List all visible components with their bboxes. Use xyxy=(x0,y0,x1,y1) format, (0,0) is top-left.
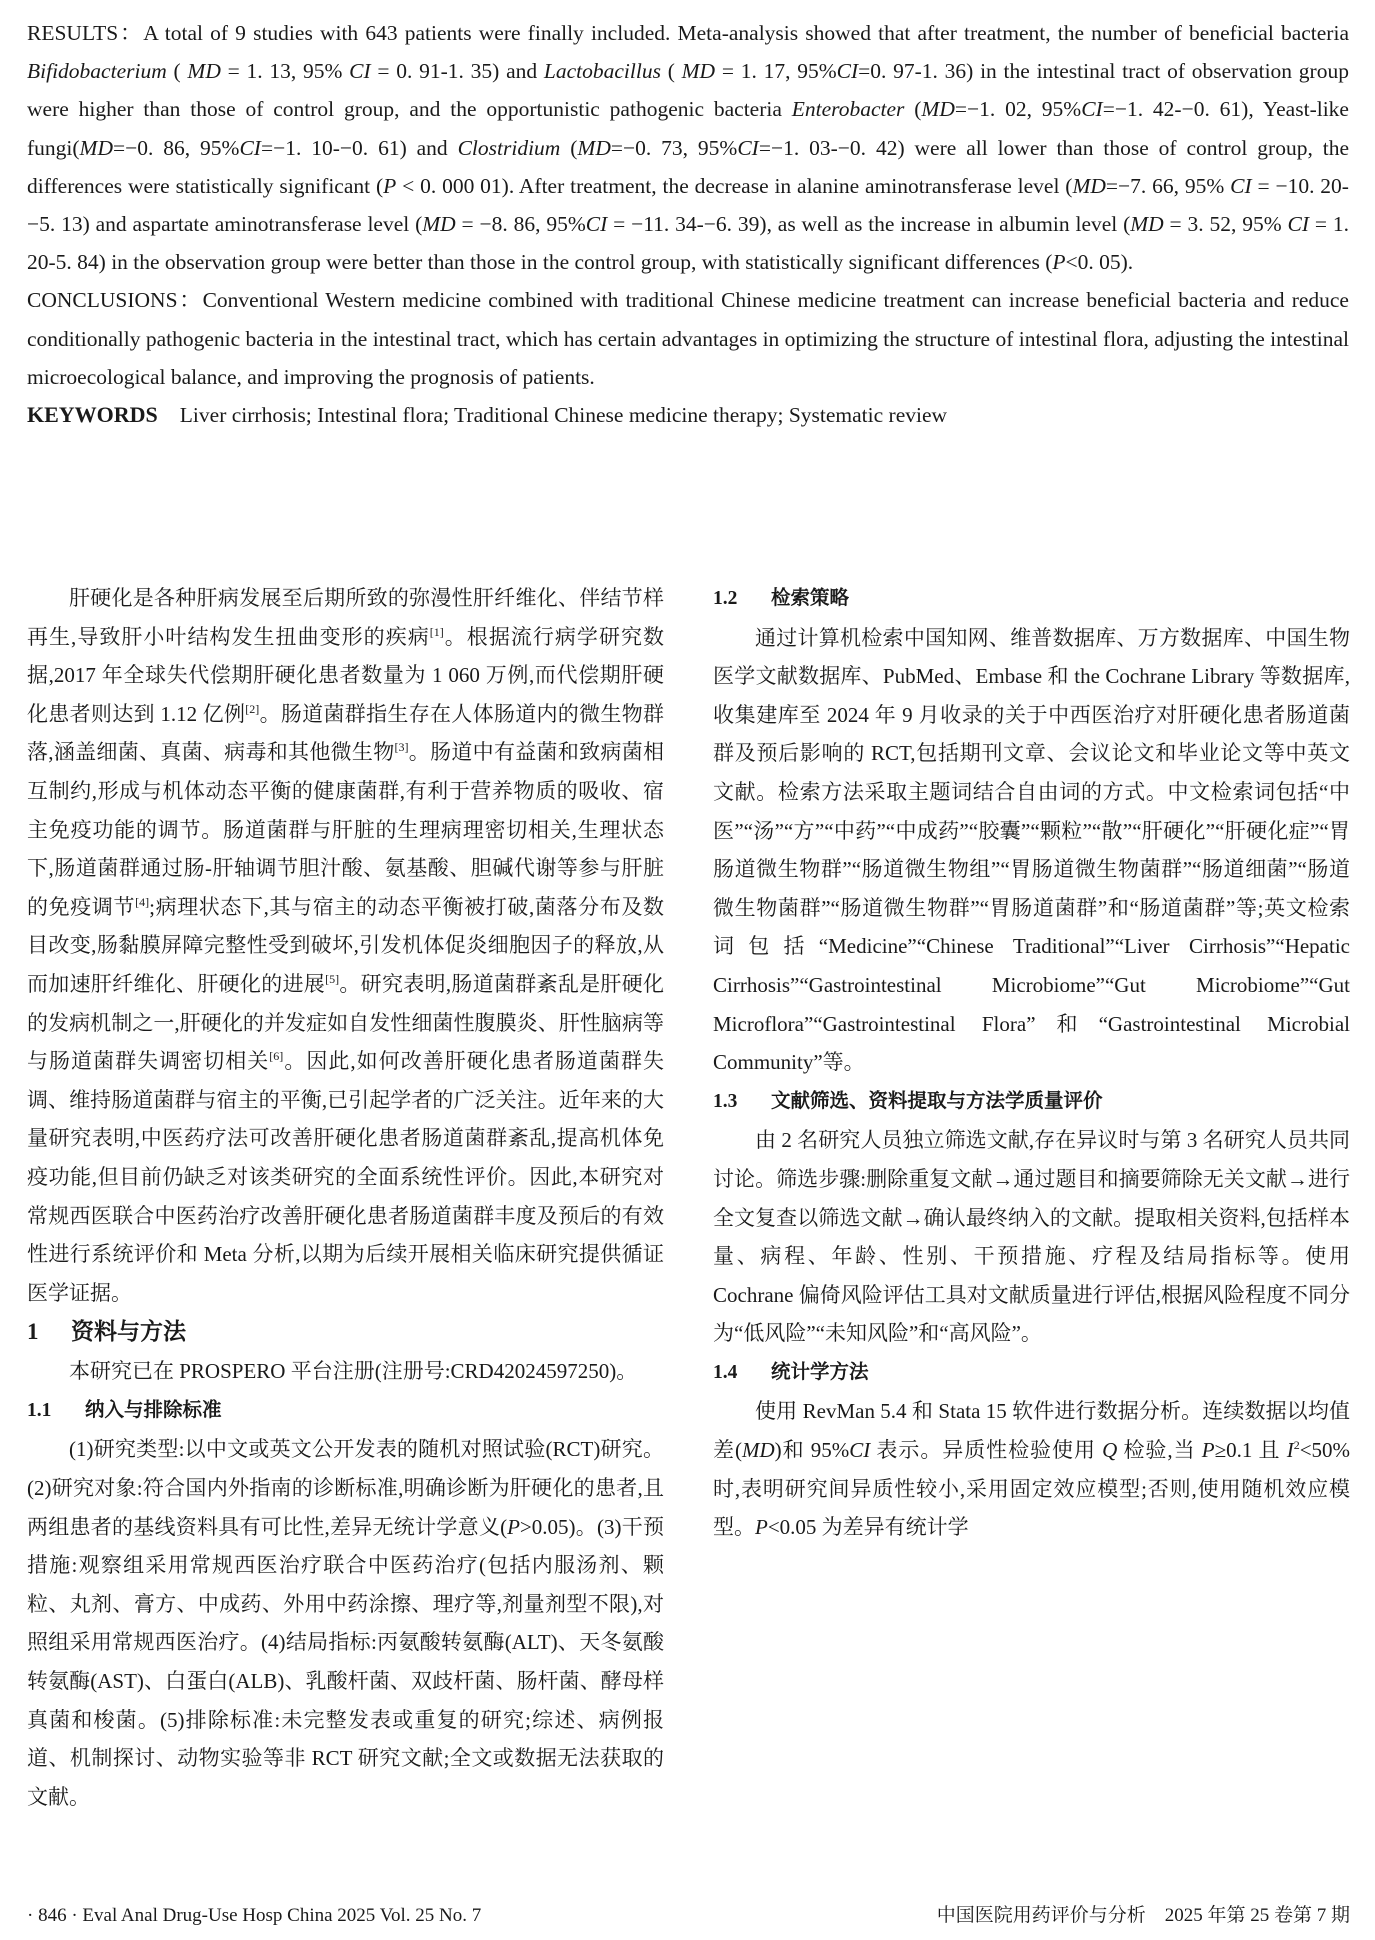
body-text: 。研究表明,肠道菌群紊乱是肝硬化的发病机制之一,肝硬化的并发症如自发性细菌性腹膜炎、肝性脑病等与肠道菌群失调密切相关 xyxy=(27,971,664,1074)
left-column xyxy=(27,579,664,1816)
citation[interactable]: [6] xyxy=(269,1049,284,1064)
abstract-conclusions xyxy=(27,281,1349,396)
conclusions-label: CONCLUSIONS： xyxy=(27,288,203,313)
results-text: = 1. 20-5. 84) in the observation group were better than those in the control group, with statistically significant differences ( xyxy=(27,212,1349,275)
results-text: A total of 9 studies with 643 patients were finally included. Meta-analysis showed that after treatment, the number of beneficial bacteria xyxy=(143,21,1349,45)
section-heading-1-1 xyxy=(27,1391,664,1431)
stat-symbol: CI xyxy=(585,212,608,237)
body-text: 。根据流行病学研究数据,2017 年全球失代偿期肝硬化患者数量为 1 060 万例,而代偿期肝硬化患者则达到 1.12 亿例 xyxy=(27,624,664,726)
stat-symbol: MD xyxy=(741,1438,775,1463)
results-text: =−0. 86, 95% xyxy=(112,135,240,160)
results-text: = 1. 17, 95% xyxy=(715,59,837,84)
keywords-text: Liver cirrhosis; Intestinal flora; Traditional Chinese medicine therapy; Systematic review xyxy=(179,403,948,428)
stat-symbol: MD xyxy=(187,59,221,84)
results-text: =−1. 03-−0. 42) were all lower than those of control group, the differences were statistically significant ( xyxy=(27,135,1349,198)
taxon: Enterobacter xyxy=(791,97,905,122)
conclusions-text: Conventional Western medicine combined with traditional Chinese medicine treatment can increase beneficial bacteria and reduce conditionally pathogenic bacteria in the intestinal tract, which has certain advantages in optimizing the structure of intestinal flora, adjusting the intestinal microecological balance, and improving the prognosis of patients. xyxy=(27,288,1349,389)
body-text: ;病理状态下,其与宿主的动态平衡被打破,菌落分布及数目改变,肠黏膜屏障完整性受到破坏,引发机体促炎细胞因子的释放,从而加速肝纤维化、肝硬化的进展 xyxy=(27,894,664,996)
body-text: >0.05)。(3)干预措施:观察组采用常规西医治疗联合中医药治疗(包括内服汤剂、颗粒、丸剂、膏方、中成药、外用中药涂擦、理疗等,剂量剂型不限),对照组采用常规西医治疗。(4)结局指标:丙氨酸转氨酶(ALT)、天冬氨酸转氨酶(AST)、白蛋白(ALB)、乳酸杆菌、双歧杆菌、肠杆菌、酵母样真菌和梭菌。(5)排除标准:未完整发表或重复的研究;综述、病例报道、机制探讨、动物实验等非 RCT 研究文献;全文或数据无法获取的文献。 xyxy=(27,1514,664,1809)
section-number: 1.1 xyxy=(27,1399,52,1421)
citation[interactable]: [3] xyxy=(394,740,409,755)
stat-symbol: MD xyxy=(921,97,955,122)
citation[interactable]: [4] xyxy=(135,894,150,909)
body-text: 肝硬化是各种肝病发展至后期所致的弥漫性肝纤维化、伴结节样再生,导致肝小叶结构发生扭曲变形的疾病 xyxy=(27,586,664,649)
search-strategy-paragraph: 通过计算机检索中国知网、维普数据库、万方数据库、中国生物医学文献数据库、PubMed、Embase 和 the Cochrane Library 等数据库,收集建库至 2024 年 9 月收录的关于中西医治疗对肝硬化患者肠道菌群及预后影响的 RCT,包括期刊文章、会议论文和毕业论文等中英文文献。检索方法采取主题词结合自由词的方式。中文检索词包括“中医”“汤”“方”“中药”“中成药”“胶囊”“颗粒”“散”“肝硬化”“肝硬化症”“胃肠道微生物群”“肠道微生物组”“胃肠道微生物菌群”“肠道细菌”“肠道微生物菌群”“肠道微生物群”“胃肠道菌群”和“肠道菌群”等;英文检索词包括“Medicine”“Chinese Traditional”“Liver Cirrhosis”“Hepatic Cirrhosis”“Gastrointestinal Microbiome”“Gut Microbiome”“Gut Microflora”“Gastrointestinal Flora”和“Gastrointestinal Microbial Community”等。 xyxy=(713,625,1350,1075)
results-text: < 0. 000 01). After treatment, the decrease in alanine aminotransferase level ( xyxy=(396,173,1073,198)
stat-symbol: CI xyxy=(1287,212,1309,237)
body-text: 检验,当 xyxy=(1117,1438,1202,1463)
criteria-paragraph xyxy=(27,1430,664,1816)
citation[interactable]: [5] xyxy=(325,971,340,986)
results-text: = −10. 20-−5. 13) and aspartate aminotransferase level ( xyxy=(27,173,1349,237)
results-text: ( xyxy=(660,59,682,84)
results-text: = 0. 91-1. 35) and xyxy=(370,59,544,84)
stat-symbol: I xyxy=(1286,1438,1294,1463)
stat-symbol: MD xyxy=(79,135,113,160)
section-number: 1.3 xyxy=(713,1090,738,1112)
column-bottom-mask xyxy=(0,1880,690,1902)
body-text: (1)研究类型:以中文或英文公开发表的随机对照试验(RCT)研究。(2)研究对象:符合国内外指南的诊断标准,明确诊断为肝硬化的患者,且两组患者的基线资料具有可比性,差异无统计学意义( xyxy=(27,1437,664,1539)
section-title: 检索策略 xyxy=(771,586,850,609)
section-heading-1-4 xyxy=(713,1353,1350,1393)
results-text: = −11. 34-−6. 39), as well as the increase in albumin level ( xyxy=(607,212,1131,237)
stat-symbol: P xyxy=(1052,250,1066,275)
body-text: ≥0.1 且 xyxy=(1214,1438,1287,1463)
results-text: =−7. 66, 95% xyxy=(1105,173,1231,198)
stat-symbol: CI xyxy=(737,135,759,160)
keywords-label: KEYWORDS xyxy=(27,402,158,428)
section-title: 文献筛选、资料提取与方法学质量评价 xyxy=(771,1088,1103,1112)
section-title: 资料与方法 xyxy=(71,1319,186,1346)
results-text: = 1. 13, 95% xyxy=(220,59,350,84)
stat-symbol: CI xyxy=(1081,97,1103,122)
section-title: 统计学方法 xyxy=(771,1359,869,1383)
screening-paragraph: 由 2 名研究人员独立筛选文献,存在异议时与第 3 名研究人员共同讨论。筛选步骤:删除重复文献→通过题目和摘要筛除无关文献→进行全文复查以筛选文献→确认最终纳入的文献。提取相关资料,包括样本量、病程、年龄、性别、干预措施、疗程及结局指标等。使用 Cochrane 偏倚风险评估工具对文献质量进行评估,根据风险程度不同分为“低风险”“未知风险”和“高风险”。 xyxy=(713,1128,1350,1346)
body-text: )和 95% xyxy=(774,1438,850,1463)
body-text: <50%时,表明研究间异质性较小,采用固定效应模型;否则,使用随机效应模型。 xyxy=(713,1438,1350,1540)
footer-left: · 846 · Eval Anal Drug-Use Hosp China 2025 Vol. 25 No. 7 xyxy=(27,1905,482,1926)
section-heading-1-3 xyxy=(713,1082,1350,1122)
right-column xyxy=(713,579,1350,1878)
registration-paragraph: 本研究已在 PROSPERO 平台注册(注册号:CRD42024597250)。 xyxy=(69,1359,638,1384)
stat-symbol: MD xyxy=(681,59,716,84)
results-text: =0. 97-1. 36) in the intestinal tract of observation group were higher than those of control group, and the opportunistic pathogenic bacteria xyxy=(27,59,1349,122)
body-text: <0.05 为差异有统计学 xyxy=(767,1515,969,1540)
results-text: =−0. 73, 95% xyxy=(610,135,738,160)
stat-symbol: MD xyxy=(422,212,456,237)
results-text: ( xyxy=(166,59,188,84)
stat-symbol: P xyxy=(507,1514,520,1539)
stat-symbol: Q xyxy=(1102,1438,1118,1463)
statistics-paragraph xyxy=(713,1392,1350,1546)
section-number: 1.4 xyxy=(713,1361,738,1383)
stat-symbol: CI xyxy=(349,59,371,84)
results-text: = 3. 52, 95% xyxy=(1163,212,1288,237)
taxon: Bifidobacterium xyxy=(27,59,167,84)
taxon: Lactobacillus xyxy=(543,59,661,84)
stat-symbol: CI xyxy=(239,135,261,160)
body-text: 。肠道菌群指生存在人体肠道内的微生物群落,涵盖细菌、真菌、病毒和其他微生物 xyxy=(27,701,664,765)
stat-symbol: MD xyxy=(1072,173,1106,198)
results-text: ( xyxy=(560,135,578,160)
stat-symbol: MD xyxy=(577,135,611,160)
section-number: 1 xyxy=(27,1319,39,1345)
intro-paragraph xyxy=(27,579,664,1312)
citation[interactable]: [2] xyxy=(245,701,260,716)
stat-symbol: P xyxy=(755,1515,768,1540)
results-label: RESULTS： xyxy=(27,21,144,45)
body-text: 表示。异质性检验使用 xyxy=(870,1438,1103,1463)
results-text: = −8. 86, 95% xyxy=(455,212,586,237)
section-heading-1 xyxy=(27,1312,664,1352)
superscript: 2 xyxy=(1293,1438,1300,1453)
section-heading-1-2 xyxy=(713,579,1350,619)
stat-symbol: P xyxy=(1201,1438,1215,1463)
stat-symbol: CI xyxy=(1230,173,1252,198)
results-text: ( xyxy=(904,97,922,122)
english-abstract xyxy=(27,14,1349,434)
body-text: 。因此,如何改善肝硬化患者肠道菌群失调、维持肠道菌群与宿主的平衡,已引起学者的广泛关注。近年来的大量研究表明,中医药疗法可改善肝硬化患者肠道菌群紊乱,提高机体免疫功能,但目前仍缺乏对该类研究的全面系统性评价。因此,本研究对常规西医联合中医药治疗改善肝硬化患者肠道菌群丰度及预后的有效性进行系统评价和 Meta 分析,以期为后续开展相关临床研究提供循证医学证据。 xyxy=(27,1049,664,1305)
body-text: 。肠道中有益菌和致病菌相互制约,形成与机体动态平衡的健康菌群,有利于营养物质的吸收、宿主免疫功能的调节。肠道菌群与肝脏的生理病理密切相关,生理状态下,肠道菌群通过肠-肝轴调节胆汁酸、氨基酸、胆碱代谢等参与肝脏的免疫调节 xyxy=(27,740,664,919)
abstract-keywords xyxy=(27,396,1349,434)
results-text: =−1. 02, 95% xyxy=(954,97,1082,122)
section-title: 纳入与排除标准 xyxy=(85,1397,222,1421)
results-text: =−1. 42-−0. 61), Yeast-like fungi( xyxy=(27,97,1349,160)
abstract-results xyxy=(27,14,1349,281)
stat-symbol: CI xyxy=(836,59,859,84)
taxon: Clostridium xyxy=(457,135,561,160)
stat-symbol: P xyxy=(383,173,397,198)
body-text: 使用 RevMan 5.4 和 Stata 15 软件进行数据分析。连续数据以均值差( xyxy=(713,1399,1350,1463)
citation[interactable]: [1] xyxy=(429,624,444,639)
stat-symbol: CI xyxy=(849,1438,871,1463)
footer-right: 中国医院用药评价与分析 2025 年第 25 卷第 7 期 xyxy=(936,1905,1350,1926)
results-text: <0. 05). xyxy=(1065,250,1134,275)
section-number: 1.2 xyxy=(713,588,738,609)
stat-symbol: MD xyxy=(1130,212,1164,237)
results-text: =−1. 10-−0. 61) and xyxy=(260,135,458,160)
